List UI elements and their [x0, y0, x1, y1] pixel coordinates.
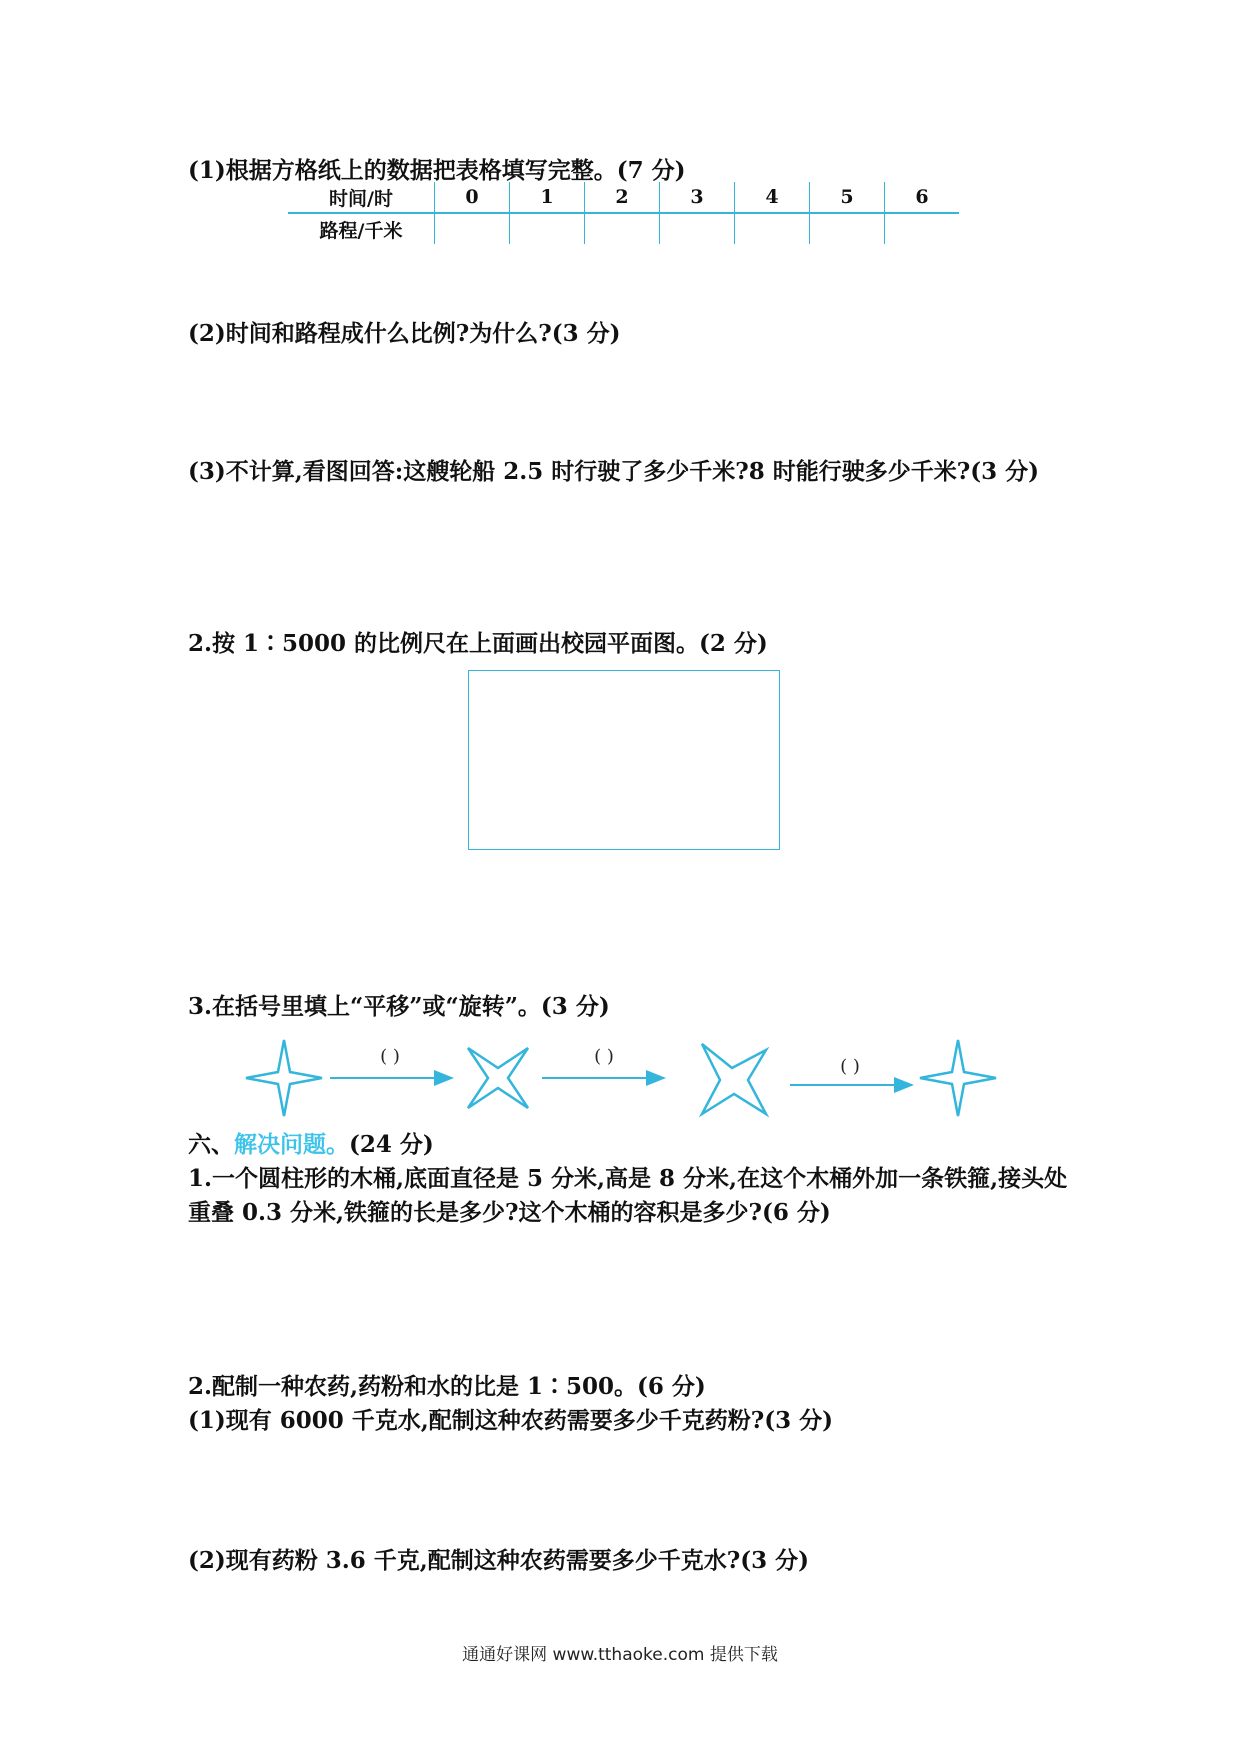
blank-paren-1[interactable]: ( ) — [380, 1046, 400, 1067]
star-upright-icon — [246, 1040, 322, 1116]
problem-1: 1.一个圆柱形的木桶,底面直径是 5 分米,高是 8 分米,在这个木桶外加一条铁箍,接头处重叠 0.3 分米,铁箍的长是多少?这个木桶的容积是多少?(6 分) — [188, 1165, 1068, 1226]
drawing-box[interactable] — [468, 670, 780, 850]
table-cell-distance-blank[interactable] — [735, 213, 810, 244]
table-cell-hour: 4 — [735, 182, 810, 213]
blank-paren-2[interactable]: ( ) — [594, 1046, 614, 1067]
transform-figure — [240, 1030, 1010, 1130]
section-title: 解决问题。 — [234, 1131, 349, 1158]
table-cell-hour: 6 — [885, 182, 960, 213]
section-6-heading — [188, 1128, 434, 1162]
table-cell-distance-blank[interactable] — [660, 213, 735, 244]
table-cell-hour: 2 — [585, 182, 660, 213]
time-distance-table — [288, 182, 959, 244]
question-1-1: (1)根据方格纸上的数据把表格填写完整。(7 分) — [188, 157, 686, 184]
table-cell-distance-blank[interactable] — [510, 213, 585, 244]
question-1-2: (2)时间和路程成什么比例?为什么?(3 分) — [188, 320, 621, 347]
table-cell-distance-blank[interactable] — [585, 213, 660, 244]
star-rotated-icon — [468, 1048, 528, 1108]
table-cell-hour: 0 — [435, 182, 510, 213]
problem-2-2: (2)现有药粉 3.6 千克,配制这种农药需要多少千克水?(3 分) — [188, 1547, 810, 1574]
problem-2: 2.配制一种农药,药粉和水的比是 1∶500。(6 分) — [188, 1373, 706, 1400]
table-cell-hour: 3 — [660, 182, 735, 213]
table-cell-hour: 5 — [810, 182, 885, 213]
table-row-label-time: 时间/时 — [288, 182, 435, 213]
question-3: 3.在括号里填上“平移”或“旋转”。(3 分) — [188, 993, 610, 1020]
section-score: (24 分) — [349, 1131, 434, 1158]
table-cell-distance-blank[interactable] — [435, 213, 510, 244]
page-footer: 通通好课网 www.tthaoke.com 提供下载 — [462, 1645, 778, 1665]
section-prefix: 六、 — [188, 1131, 234, 1158]
table-cell-distance-blank[interactable] — [810, 213, 885, 244]
blank-paren-3[interactable]: ( ) — [840, 1056, 860, 1077]
star-upright-icon — [920, 1040, 996, 1116]
table-row-label-distance: 路程/千米 — [319, 219, 403, 242]
question-1-3: (3)不计算,看图回答:这艘轮船 2.5 时行驶了多少千米?8 时能行驶多少千米?(3 分) — [188, 458, 1040, 485]
table-cell-distance-blank[interactable] — [885, 213, 960, 244]
star-rotated-icon — [702, 1044, 766, 1114]
question-2: 2.按 1∶5000 的比例尺在上面画出校园平面图。(2 分) — [188, 630, 768, 657]
problem-2-1: (1)现有 6000 千克水,配制这种农药需要多少千克药粉?(3 分) — [188, 1407, 834, 1434]
table-cell-hour: 1 — [510, 182, 585, 213]
